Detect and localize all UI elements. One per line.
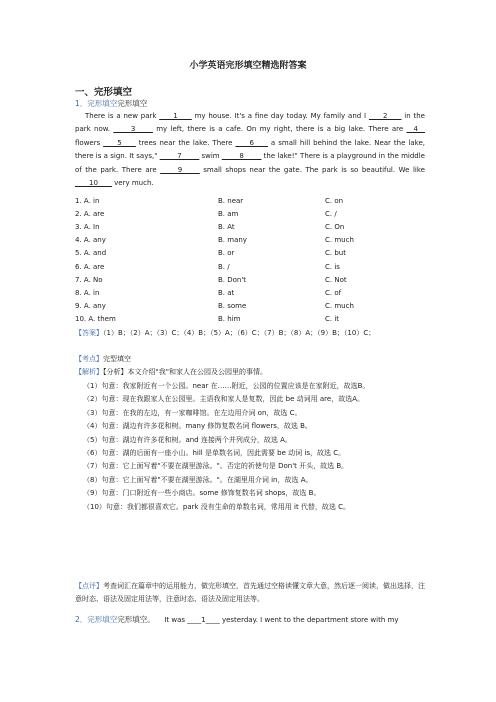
note-item: （10）句意：我们都很喜欢它。park 没有生命的单数名词，常用用 it 代替，故选 C。 [83,502,351,511]
option-a: 10. A. them [75,314,116,323]
option-a: 6. A. are [75,262,105,271]
blank-17: _____9_____ [160,165,200,174]
note-item: （7）句意：它上面写着"不要在湖里游泳。"。否定的祈使句是 Don't 开头，故选 B。 [83,462,349,471]
q2-rest: yesterday. I went to the department store with my [219,616,399,624]
note-item: （8）句意：它上面写着"不要在湖里游泳。"。在湖里用介词 in，故选 A。 [83,475,313,484]
jiexi-text: 【分析】本文介绍"我"和家人在公园及公园里的事情。 [103,368,267,376]
option-c: C. but [325,249,346,258]
passage-segment: There is a new park [85,112,160,120]
option-b: B. many [218,236,247,245]
question-type-link[interactable]: 完形填空 [87,99,118,108]
dianping-block [75,580,425,607]
jiexi-tag: 【解析】 [75,368,103,376]
option-a: 7. A. No [75,275,103,284]
option-c: C. on [325,197,344,205]
option-c: C. of [325,288,342,297]
dianping-text: 考查词汇在篇章中的运用能力，做完形填空，首先通过空格读懂文章大意，然后逐一阅读，做出选择，注意时态、语法及固定用法等，注意时态、语法及固定用法等。 [75,582,425,604]
note-item: （5）句意：湖边有许多花和树。and 连接两个并列成分，故选 A。 [83,435,292,444]
option-a: 1. A. in [75,197,100,205]
passage-text [75,110,425,190]
dianping-tag: 【点评】 [75,582,103,590]
answer-block [75,327,425,340]
option-c: C. / [325,210,337,219]
passage-segment: my left, there is a cafe. On my right, there is a big lake. There are [152,125,407,134]
section-heading: 一、完形填空 [75,87,133,98]
option-a: 2. A. are [75,210,105,219]
blank-7: __4__ [406,125,425,134]
kaodian-text: 完型填空 [103,355,131,363]
option-b: B. At [218,223,235,232]
kaodian-block [75,353,425,366]
option-a: 8. A. in [75,288,100,297]
option-b: B. near [218,197,244,205]
option-b: B. him [218,314,241,323]
note-item: （9）句意：门口附近有一些小商店。some 修饰复数名词 shops，故选 B。 [83,489,321,498]
question-number: 1． [75,99,88,108]
question-type-link[interactable]: 完形填空 [87,615,118,624]
page-title: 小学英语完形填空精选附答案 [189,61,307,71]
question-type-label: 完形填空。 [117,615,155,624]
option-b: B. Don't [218,275,247,284]
option-b: B. am [218,210,239,219]
blank-3: ____2____ [368,112,402,120]
option-a: 4. A. any [75,236,106,245]
note-item: （4）句意：湖边有许多花和树。many 修饰复数名词 flowers，故选 B。 [83,422,312,431]
option-a: 5. A. and [75,249,107,258]
jiexi-block [75,366,425,379]
question-2-header [75,614,398,625]
note-item: （3）句意：在我的左边，有一家咖啡馆。在左边用介词 on，故选 C。 [83,408,302,417]
answer-text: （1）B；（2）A；（3）C；（4）B；（5）A；（6）C；（7）B；（8）A；（9）B；（10）C； [103,329,376,337]
option-c: C. Not [325,275,347,284]
passage-segment: the lake!" There is a playground in the middle of the park. There are [75,152,425,174]
question-type-label: 完形填空 [117,99,148,108]
kaodian-tag: 【考点】 [75,355,103,363]
passage-segment: in the park now. [75,112,425,134]
option-a: 3. A. In [75,223,100,232]
option-b: B. at [218,288,235,297]
passage-segment: my house. It's a fine day today. My family and I [191,112,369,120]
passage-segment: very much. [111,179,154,188]
question-1-header [75,98,147,109]
blank-19: ____10____ [75,179,112,188]
answer-tag: 【答案】 [75,329,103,337]
blank-5: _____3_____ [113,125,153,134]
option-c: C. much [325,236,354,245]
blank-15: _____8_____ [221,152,262,161]
note-item: （6）句意：湖的后面有一座小山。hill 是单数名词，因此需要 be 动词 is，故选 C。 [83,449,346,458]
note-item: （1）句意：我家附近有一个公园。near 在……附近，公园的位置应该是在家附近，故选B。 [83,382,370,390]
passage-segment: flowers [75,138,104,147]
question-number: 2． [75,615,88,624]
explanation-notes [75,380,425,514]
passage-segment: a small hill behind the lake. Near the lake, there is a sign. It says," [75,138,425,161]
blank-1: ____1____ [159,112,192,120]
option-c: C. On [325,223,345,232]
option-c: C. is [325,262,340,271]
option-a: 9. A. any [75,301,106,310]
option-c: C. much [325,301,354,310]
option-b: B. / [218,262,230,271]
option-b: B. some [218,301,247,310]
blank-9: ____5____ [103,138,136,147]
passage-segment: trees near the lake. There [135,138,236,147]
q2-blank-1: ____1____ [187,616,220,624]
option-c: C. it [325,314,340,323]
note-item: （2）句意：现在我跟家人在公园里。主语我和家人是复数，因此 be 动词用 are，故选A。 [83,395,364,404]
option-b: B. or [218,249,235,258]
blank-11: ____6____ [235,138,268,147]
passage-segment: swim [199,152,222,161]
blank-13: _____7_____ [159,152,200,161]
passage-segment: small shops near the gate. The park is so beautiful. We like [199,165,425,174]
q2-start: It was [164,616,188,624]
